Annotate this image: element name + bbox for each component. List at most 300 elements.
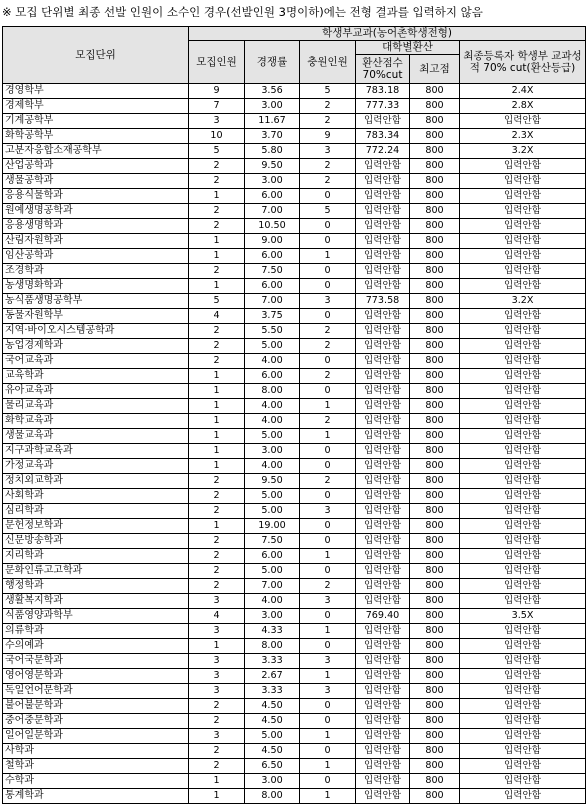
cell-final-grade: 3.5X	[460, 609, 586, 624]
cell-converted-score: 입력안함	[356, 744, 410, 759]
table-row	[3, 444, 586, 459]
cell-waitlist: 2	[300, 174, 356, 189]
cell-waitlist: 0	[300, 264, 356, 279]
cell-final-grade: 입력안함	[460, 369, 586, 384]
header-waitlist: 충원인원	[300, 41, 356, 84]
cell-converted-score: 입력안함	[356, 414, 410, 429]
cell-competition: 3.75	[245, 309, 300, 324]
cell-competition: 3.00	[245, 609, 300, 624]
cell-converted-score: 입력안함	[356, 159, 410, 174]
cell-unit-name: 조경학과	[3, 264, 189, 279]
table-row	[3, 84, 586, 99]
cell-unit-name: 산림자원학과	[3, 234, 189, 249]
cell-converted-score: 입력안함	[356, 324, 410, 339]
cell-converted-score: 입력안함	[356, 204, 410, 219]
cell-competition: 4.33	[245, 624, 300, 639]
cell-unit-name: 원예생명공학과	[3, 204, 189, 219]
cell-unit-name: 경제학부	[3, 99, 189, 114]
cell-unit-name: 식품영양과학부	[3, 609, 189, 624]
cell-converted-score: 입력안함	[356, 219, 410, 234]
cell-converted-score: 입력안함	[356, 714, 410, 729]
cell-final-grade: 입력안함	[460, 219, 586, 234]
cell-final-grade: 입력안함	[460, 444, 586, 459]
cell-competition: 3.00	[245, 99, 300, 114]
cell-final-grade: 입력안함	[460, 279, 586, 294]
table-note: ※ 모집 단위별 최종 선발 인원이 소수인 경우(선발인원 3명이하)에는 전형 결과를 입력하지 않음	[2, 5, 483, 19]
cell-unit-name: 농생명화학과	[3, 279, 189, 294]
cell-final-grade: 입력안함	[460, 249, 586, 264]
cell-quota: 2	[189, 549, 245, 564]
cell-unit-name: 임산공학과	[3, 249, 189, 264]
table-row	[3, 564, 586, 579]
table-row	[3, 309, 586, 324]
table-row	[3, 414, 586, 429]
cell-converted-score: 입력안함	[356, 729, 410, 744]
cell-unit-name: 독일언어문학과	[3, 684, 189, 699]
cell-quota: 2	[189, 339, 245, 354]
cell-competition: 6.00	[245, 189, 300, 204]
cell-converted-score: 입력안함	[356, 594, 410, 609]
cell-final-grade: 입력안함	[460, 474, 586, 489]
cell-max-score: 800	[410, 309, 460, 324]
cell-final-grade: 입력안함	[460, 234, 586, 249]
cell-converted-score: 입력안함	[356, 279, 410, 294]
table-row	[3, 144, 586, 159]
cell-final-grade: 입력안함	[460, 654, 586, 669]
cell-competition: 4.50	[245, 699, 300, 714]
table-row	[3, 774, 586, 789]
cell-waitlist: 1	[300, 549, 356, 564]
table-row	[3, 654, 586, 669]
cell-quota: 2	[189, 534, 245, 549]
cell-competition: 5.00	[245, 489, 300, 504]
cell-max-score: 800	[410, 549, 460, 564]
header-converted: 대학별환산	[356, 41, 460, 55]
cell-converted-score: 입력안함	[356, 369, 410, 384]
cell-converted-score: 입력안함	[356, 684, 410, 699]
cell-unit-name: 신문방송학과	[3, 534, 189, 549]
cell-competition: 10.50	[245, 219, 300, 234]
cell-quota: 1	[189, 369, 245, 384]
cell-converted-score: 입력안함	[356, 774, 410, 789]
table-row	[3, 234, 586, 249]
header-unit: 모집단위	[3, 27, 189, 84]
cell-converted-score: 입력안함	[356, 459, 410, 474]
cell-competition: 7.00	[245, 204, 300, 219]
cell-competition: 3.00	[245, 444, 300, 459]
cell-quota: 5	[189, 144, 245, 159]
cell-unit-name: 행정학과	[3, 579, 189, 594]
cell-quota: 2	[189, 204, 245, 219]
cell-quota: 1	[189, 189, 245, 204]
cell-competition: 4.50	[245, 744, 300, 759]
table-row	[3, 714, 586, 729]
cell-max-score: 800	[410, 579, 460, 594]
cell-competition: 3.33	[245, 684, 300, 699]
cell-waitlist: 3	[300, 144, 356, 159]
table-row	[3, 99, 586, 114]
cell-converted-score: 입력안함	[356, 309, 410, 324]
cell-competition: 8.00	[245, 639, 300, 654]
cell-final-grade: 입력안함	[460, 534, 586, 549]
cell-max-score: 800	[410, 759, 460, 774]
table-row	[3, 759, 586, 774]
table-row	[3, 339, 586, 354]
cell-converted-score: 입력안함	[356, 354, 410, 369]
cell-competition: 6.00	[245, 369, 300, 384]
cell-max-score: 800	[410, 564, 460, 579]
cell-max-score: 800	[410, 684, 460, 699]
cell-unit-name: 사회학과	[3, 489, 189, 504]
cell-quota: 2	[189, 759, 245, 774]
cell-max-score: 800	[410, 594, 460, 609]
cell-competition: 5.00	[245, 339, 300, 354]
cell-waitlist: 0	[300, 279, 356, 294]
cell-waitlist: 0	[300, 699, 356, 714]
cell-unit-name: 물리교육과	[3, 399, 189, 414]
cell-final-grade: 입력안함	[460, 789, 586, 804]
cell-unit-name: 화학공학부	[3, 129, 189, 144]
cell-final-grade: 입력안함	[460, 339, 586, 354]
cell-quota: 1	[189, 429, 245, 444]
cell-converted-score: 783.18	[356, 84, 410, 99]
cell-quota: 3	[189, 594, 245, 609]
cell-max-score: 800	[410, 204, 460, 219]
cell-final-grade: 입력안함	[460, 549, 586, 564]
cell-final-grade: 입력안함	[460, 114, 586, 129]
table-row	[3, 489, 586, 504]
cell-unit-name: 응용생명학과	[3, 219, 189, 234]
cell-quota: 2	[189, 324, 245, 339]
cell-unit-name: 응용식물학과	[3, 189, 189, 204]
cell-quota: 2	[189, 264, 245, 279]
cell-competition: 7.50	[245, 264, 300, 279]
table-row	[3, 594, 586, 609]
cell-quota: 4	[189, 609, 245, 624]
cell-unit-name: 정치외교학과	[3, 474, 189, 489]
cell-waitlist: 2	[300, 324, 356, 339]
cell-converted-score: 입력안함	[356, 639, 410, 654]
cell-unit-name: 교육학과	[3, 369, 189, 384]
table-row	[3, 429, 586, 444]
cell-converted-score: 입력안함	[356, 234, 410, 249]
cell-converted-score: 입력안함	[356, 789, 410, 804]
table-row	[3, 354, 586, 369]
cell-competition: 6.00	[245, 549, 300, 564]
table-row	[3, 189, 586, 204]
cell-max-score: 800	[410, 699, 460, 714]
cell-competition: 7.50	[245, 534, 300, 549]
cell-final-grade: 입력안함	[460, 324, 586, 339]
cell-max-score: 800	[410, 459, 460, 474]
cell-competition: 3.00	[245, 174, 300, 189]
cell-converted-score: 입력안함	[356, 429, 410, 444]
table-row	[3, 219, 586, 234]
cell-max-score: 800	[410, 84, 460, 99]
cell-waitlist: 2	[300, 579, 356, 594]
cell-competition: 8.00	[245, 789, 300, 804]
table-row	[3, 159, 586, 174]
cell-waitlist: 3	[300, 654, 356, 669]
cell-waitlist: 0	[300, 189, 356, 204]
cell-quota: 1	[189, 384, 245, 399]
cell-max-score: 800	[410, 354, 460, 369]
cell-competition: 9.00	[245, 234, 300, 249]
cell-quota: 2	[189, 579, 245, 594]
cell-quota: 3	[189, 729, 245, 744]
cell-competition: 6.00	[245, 249, 300, 264]
cell-waitlist: 2	[300, 159, 356, 174]
cell-quota: 2	[189, 354, 245, 369]
table-row	[3, 534, 586, 549]
cell-waitlist: 5	[300, 204, 356, 219]
cell-competition: 3.00	[245, 774, 300, 789]
cell-waitlist: 0	[300, 744, 356, 759]
cell-max-score: 800	[410, 234, 460, 249]
cell-max-score: 800	[410, 534, 460, 549]
cell-max-score: 800	[410, 624, 460, 639]
cell-max-score: 800	[410, 339, 460, 354]
cell-final-grade: 입력안함	[460, 429, 586, 444]
cell-max-score: 800	[410, 159, 460, 174]
table-row	[3, 474, 586, 489]
cell-quota: 1	[189, 399, 245, 414]
cell-max-score: 800	[410, 414, 460, 429]
cell-final-grade: 입력안함	[460, 309, 586, 324]
cell-converted-score: 입력안함	[356, 564, 410, 579]
cell-waitlist: 2	[300, 339, 356, 354]
cell-max-score: 800	[410, 639, 460, 654]
cell-final-grade: 입력안함	[460, 489, 586, 504]
cell-waitlist: 0	[300, 639, 356, 654]
cell-final-grade: 입력안함	[460, 714, 586, 729]
cell-converted-score: 입력안함	[356, 444, 410, 459]
cell-unit-name: 수의예과	[3, 639, 189, 654]
header-final: 최종등록자 학생부 교과성적 70% cut(환산등급)	[460, 41, 586, 84]
cell-waitlist: 9	[300, 129, 356, 144]
cell-max-score: 800	[410, 384, 460, 399]
cell-waitlist: 0	[300, 714, 356, 729]
cell-competition: 5.00	[245, 429, 300, 444]
cell-waitlist: 1	[300, 429, 356, 444]
cell-final-grade: 2.4X	[460, 84, 586, 99]
table-row	[3, 459, 586, 474]
cell-final-grade: 2.8X	[460, 99, 586, 114]
cell-max-score: 800	[410, 474, 460, 489]
cell-competition: 9.50	[245, 474, 300, 489]
cell-waitlist: 1	[300, 624, 356, 639]
cell-waitlist: 3	[300, 684, 356, 699]
cell-max-score: 800	[410, 114, 460, 129]
cell-final-grade: 입력안함	[460, 504, 586, 519]
cell-waitlist: 3	[300, 294, 356, 309]
header-quota: 모집인원	[189, 41, 245, 84]
cell-waitlist: 0	[300, 459, 356, 474]
cell-waitlist: 0	[300, 609, 356, 624]
cell-waitlist: 0	[300, 774, 356, 789]
cell-quota: 1	[189, 249, 245, 264]
table-row	[3, 369, 586, 384]
cell-quota: 5	[189, 294, 245, 309]
cell-converted-score: 772.24	[356, 144, 410, 159]
cell-final-grade: 입력안함	[460, 699, 586, 714]
cell-competition: 7.00	[245, 579, 300, 594]
cell-max-score: 800	[410, 324, 460, 339]
cell-max-score: 800	[410, 144, 460, 159]
cell-unit-name: 동물자원학부	[3, 309, 189, 324]
cell-unit-name: 가정교육과	[3, 459, 189, 474]
cell-final-grade: 입력안함	[460, 639, 586, 654]
cell-unit-name: 국어교육과	[3, 354, 189, 369]
cell-competition: 5.50	[245, 324, 300, 339]
cell-final-grade: 2.3X	[460, 129, 586, 144]
cell-waitlist: 0	[300, 384, 356, 399]
cell-final-grade: 입력안함	[460, 594, 586, 609]
cell-quota: 1	[189, 279, 245, 294]
cell-waitlist: 1	[300, 789, 356, 804]
cell-final-grade: 입력안함	[460, 414, 586, 429]
cell-converted-score: 입력안함	[356, 249, 410, 264]
cell-unit-name: 농식품생명공학부	[3, 294, 189, 309]
cell-competition: 2.67	[245, 669, 300, 684]
cell-max-score: 800	[410, 729, 460, 744]
cell-unit-name: 철학과	[3, 759, 189, 774]
cell-final-grade: 입력안함	[460, 669, 586, 684]
cell-unit-name: 의류학과	[3, 624, 189, 639]
cell-waitlist: 1	[300, 399, 356, 414]
cell-quota: 2	[189, 699, 245, 714]
table-row	[3, 504, 586, 519]
cell-max-score: 800	[410, 189, 460, 204]
cell-max-score: 800	[410, 294, 460, 309]
cell-waitlist: 2	[300, 114, 356, 129]
cell-unit-name: 지리학과	[3, 549, 189, 564]
table-row	[3, 549, 586, 564]
cell-final-grade: 입력안함	[460, 159, 586, 174]
cell-competition: 4.00	[245, 354, 300, 369]
cell-final-grade: 입력안함	[460, 759, 586, 774]
cell-quota: 2	[189, 219, 245, 234]
table-row	[3, 684, 586, 699]
cell-final-grade: 입력안함	[460, 189, 586, 204]
header-score70: 환산점수 70%cut	[356, 55, 410, 84]
cell-converted-score: 입력안함	[356, 264, 410, 279]
cell-unit-name: 생물교육과	[3, 429, 189, 444]
cell-quota: 10	[189, 129, 245, 144]
cell-quota: 9	[189, 84, 245, 99]
cell-final-grade: 입력안함	[460, 354, 586, 369]
cell-waitlist: 0	[300, 444, 356, 459]
cell-quota: 1	[189, 444, 245, 459]
cell-max-score: 800	[410, 609, 460, 624]
cell-unit-name: 문화인류고고학과	[3, 564, 189, 579]
cell-quota: 2	[189, 474, 245, 489]
cell-waitlist: 1	[300, 759, 356, 774]
table-row	[3, 519, 586, 534]
cell-converted-score: 입력안함	[356, 579, 410, 594]
cell-unit-name: 중어중문학과	[3, 714, 189, 729]
table-row	[3, 624, 586, 639]
cell-quota: 3	[189, 684, 245, 699]
cell-converted-score: 777.33	[356, 99, 410, 114]
table-row	[3, 279, 586, 294]
admission-results-table	[2, 26, 586, 804]
cell-max-score: 800	[410, 399, 460, 414]
cell-competition: 11.67	[245, 114, 300, 129]
cell-competition: 5.00	[245, 504, 300, 519]
cell-unit-name: 고분자응합소재공학부	[3, 144, 189, 159]
cell-quota: 2	[189, 744, 245, 759]
cell-competition: 3.70	[245, 129, 300, 144]
cell-converted-score: 입력안함	[356, 504, 410, 519]
cell-unit-name: 문헌정보학과	[3, 519, 189, 534]
cell-competition: 4.50	[245, 714, 300, 729]
cell-final-grade: 입력안함	[460, 579, 586, 594]
cell-quota: 3	[189, 669, 245, 684]
cell-converted-score: 입력안함	[356, 399, 410, 414]
table-row	[3, 204, 586, 219]
cell-waitlist: 1	[300, 249, 356, 264]
cell-unit-name: 산업공학과	[3, 159, 189, 174]
header-max: 최고점	[410, 55, 460, 84]
table-row	[3, 174, 586, 189]
cell-waitlist: 0	[300, 219, 356, 234]
cell-unit-name: 기계공학부	[3, 114, 189, 129]
cell-waitlist: 0	[300, 564, 356, 579]
cell-unit-name: 국어국문학과	[3, 654, 189, 669]
table-row	[3, 324, 586, 339]
cell-competition: 9.50	[245, 159, 300, 174]
cell-waitlist: 0	[300, 534, 356, 549]
cell-converted-score: 입력안함	[356, 114, 410, 129]
table-row	[3, 264, 586, 279]
header-group: 학생부교과(농어촌학생전형)	[189, 27, 586, 41]
cell-final-grade: 3.2X	[460, 144, 586, 159]
cell-unit-name: 불어불문학과	[3, 699, 189, 714]
cell-competition: 5.00	[245, 564, 300, 579]
cell-converted-score: 입력안함	[356, 189, 410, 204]
cell-waitlist: 3	[300, 504, 356, 519]
cell-converted-score: 773.58	[356, 294, 410, 309]
cell-converted-score: 입력안함	[356, 174, 410, 189]
cell-converted-score: 783.34	[356, 129, 410, 144]
cell-unit-name: 일어일문학과	[3, 729, 189, 744]
cell-unit-name: 지역·바이오시스템공학과	[3, 324, 189, 339]
cell-max-score: 800	[410, 219, 460, 234]
cell-waitlist: 0	[300, 234, 356, 249]
cell-final-grade: 입력안함	[460, 684, 586, 699]
cell-final-grade: 입력안함	[460, 744, 586, 759]
cell-unit-name: 수학과	[3, 774, 189, 789]
cell-quota: 1	[189, 789, 245, 804]
cell-competition: 4.00	[245, 459, 300, 474]
cell-unit-name: 생물공학과	[3, 174, 189, 189]
cell-quota: 2	[189, 174, 245, 189]
cell-waitlist: 0	[300, 519, 356, 534]
cell-max-score: 800	[410, 264, 460, 279]
cell-converted-score: 입력안함	[356, 669, 410, 684]
table-row	[3, 114, 586, 129]
cell-quota: 1	[189, 639, 245, 654]
cell-converted-score: 입력안함	[356, 489, 410, 504]
cell-unit-name: 통계학과	[3, 789, 189, 804]
cell-max-score: 800	[410, 504, 460, 519]
cell-final-grade: 입력안함	[460, 519, 586, 534]
cell-quota: 1	[189, 519, 245, 534]
cell-converted-score: 입력안함	[356, 699, 410, 714]
cell-unit-name: 영어영문학과	[3, 669, 189, 684]
cell-final-grade: 입력안함	[460, 564, 586, 579]
